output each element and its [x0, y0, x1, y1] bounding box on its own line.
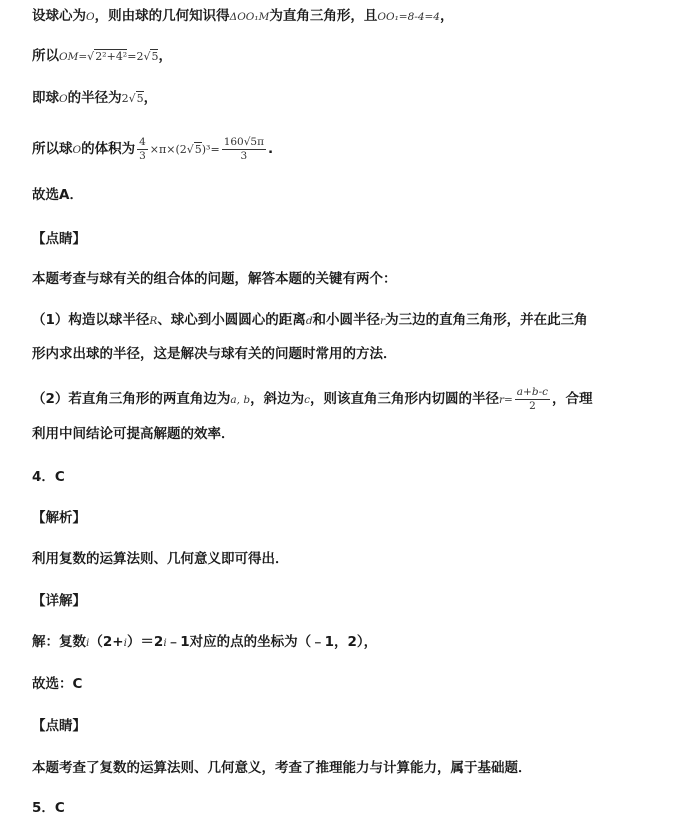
line-answer-a: 故选A． [32, 187, 83, 203]
fraction-inradius: $\frac{a+b-c}{2}$ [516, 385, 549, 412]
line-complex-solution: 解：复数i（2+i）＝2i﹣1对应的点的坐标为（﹣1，2）， [32, 634, 378, 650]
line-volume: 所以球O的体积为 $\frac{4}{3}$ ×π×(2√5)³= $\frac{160√5\pi}{3}$ . [32, 135, 274, 162]
heading-key-points-2: 【点睛】 [32, 718, 86, 734]
line-point-one-cont: 形内求出球的半径，这是解决与球有关的问题时常用的方法． [32, 346, 397, 362]
line-analysis: 利用复数的运算法则、几何意义即可得出． [32, 551, 289, 567]
line-answer-c: 故选：C [32, 676, 83, 692]
line-summary: 本题考查与球有关的组合体的问题，解答本题的关键有两个： [32, 271, 397, 287]
line-point-two-cont: 利用中间结论可提高解题的效率． [32, 426, 235, 442]
heading-key-points: 【点睛】 [32, 231, 86, 247]
heading-detailed-solution: 【详解】 [32, 593, 86, 609]
line-om-length: 所以OM=√2²+4²=2√5， [32, 48, 172, 64]
line-radius: 即球O的半径为2√5， [32, 90, 158, 106]
fraction-volume-result: $\frac{160√5\pi}{3}$ [223, 135, 265, 162]
heading-analysis: 【解析】 [32, 510, 86, 526]
question-5-answer: 5．C [32, 800, 65, 816]
line-summary-2: 本题考查了复数的运算法则、几何意义，考查了推理能力与计算能力，属于基础题． [32, 760, 532, 776]
line-sphere-center: 设球心为O，则由球的几何知识得ΔOO₁M为直角三角形，且OO₁=8-4=4， [32, 8, 454, 24]
question-4-answer: 4．C [32, 469, 65, 485]
line-point-two: （2）若直角三角形的两直角边为a, b，斜边为c，则该直角三角形内切圆的半径r= $\frac{a+b-c}{2}$ ，合理 [32, 385, 593, 412]
fraction-four-thirds: $\frac{4}{3}$ [139, 135, 146, 162]
line-point-one: （1）构造以球半径R、球心到小圆圆心的距离d和小圆半径r为三边的直角三角形，并在此三角 [32, 312, 588, 328]
